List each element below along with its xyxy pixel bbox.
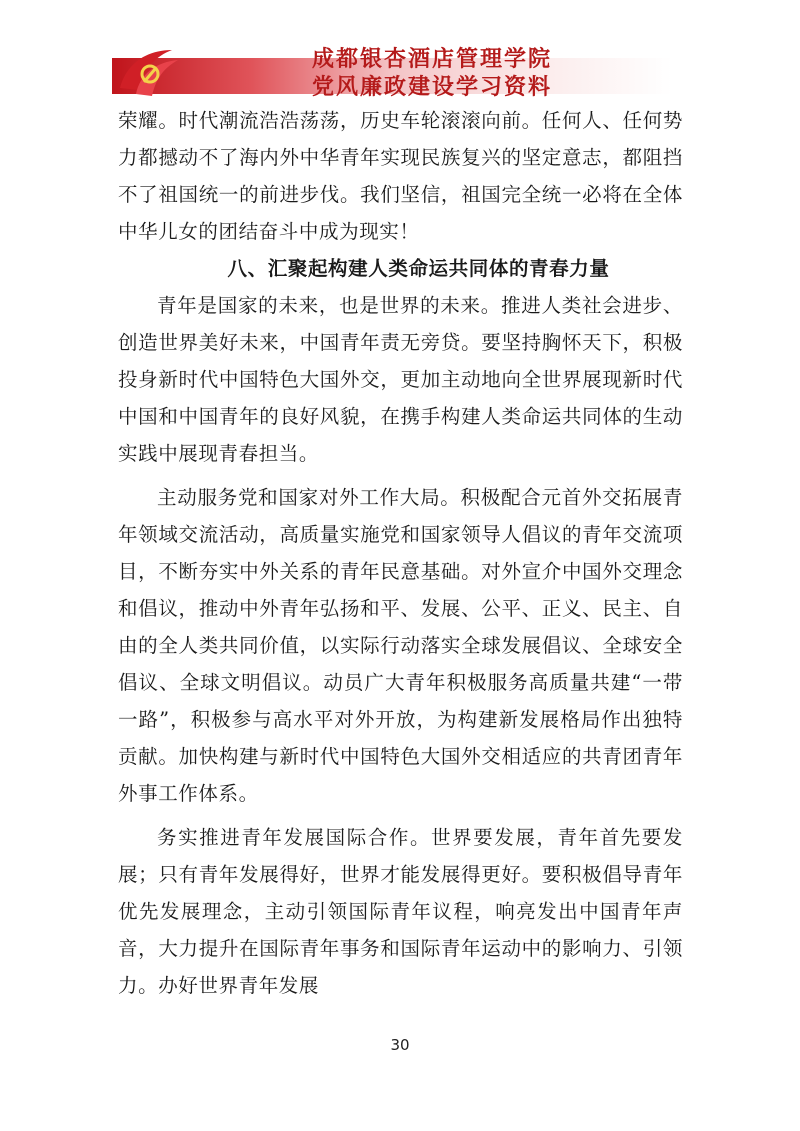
section-heading: 八、汇聚起构建人类命运共同体的青春力量 bbox=[227, 257, 610, 280]
header-title-line-2: 党风廉政建设学习资料 bbox=[312, 75, 553, 100]
header-title-line-1: 成都银杏酒店管理学院 bbox=[312, 47, 553, 72]
document-header bbox=[112, 44, 692, 102]
party-emblem-icon bbox=[116, 44, 180, 102]
paragraph-3: 主动服务党和国家对外工作大局。积极配合元首外交拓展青年领域交流活动，高质量实施党和国家领导人倡议的青年交流项目，不断夯实中外关系的青年民意基础。对外宣介中国外交理念和倡议，推动中外青年弘扬和平、发展、公平、正义、民主、自由的全人类共同价值，以实际行动落实全球发展倡议、全球安全倡议、全球文明倡议。动员广大青年积极服务高质量共建“一带一路”，积极参与高水平对外开放，为构建新发展格局作出独特贡献。加快构建与新时代中国特色大国外交相适应的共青团青年外事工作体系。 bbox=[118, 486, 683, 805]
document-body bbox=[118, 102, 683, 1004]
paragraph-1: 荣耀。时代潮流浩浩荡荡，历史车轮滚滚向前。任何人、任何势力都撼动不了海内外中华青年实现民族复兴的坚定意志，都阻挡不了祖国统一的前进步伐。我们坚信，祖国完全统一必将在全体中华儿女的团结奋斗中成为现实！ bbox=[118, 109, 683, 243]
paragraph-2: 青年是国家的未来，也是世界的未来。推进人类社会进步、创造世界美好未来，中国青年责无旁贷。要坚持胸怀天下，积极投身新时代中国特色大国外交，更加主动地向全世界展现新时代中国和中国青年的良好风貌，在携手构建人类命运共同体的生动实践中展现青春担当。 bbox=[118, 294, 683, 465]
page-number: 30 bbox=[390, 1036, 410, 1054]
paragraph-4: 务实推进青年发展国际合作。世界要发展，青年首先要发展；只有青年发展得好，世界才能发展得更好。要积极倡导青年优先发展理念，主动引领国际青年议程，响亮发出中国青年声音，大力提升在国际青年事务和国际青年运动中的影响力、引领力。办好世界青年发展 bbox=[118, 826, 683, 997]
header-title bbox=[312, 46, 552, 102]
